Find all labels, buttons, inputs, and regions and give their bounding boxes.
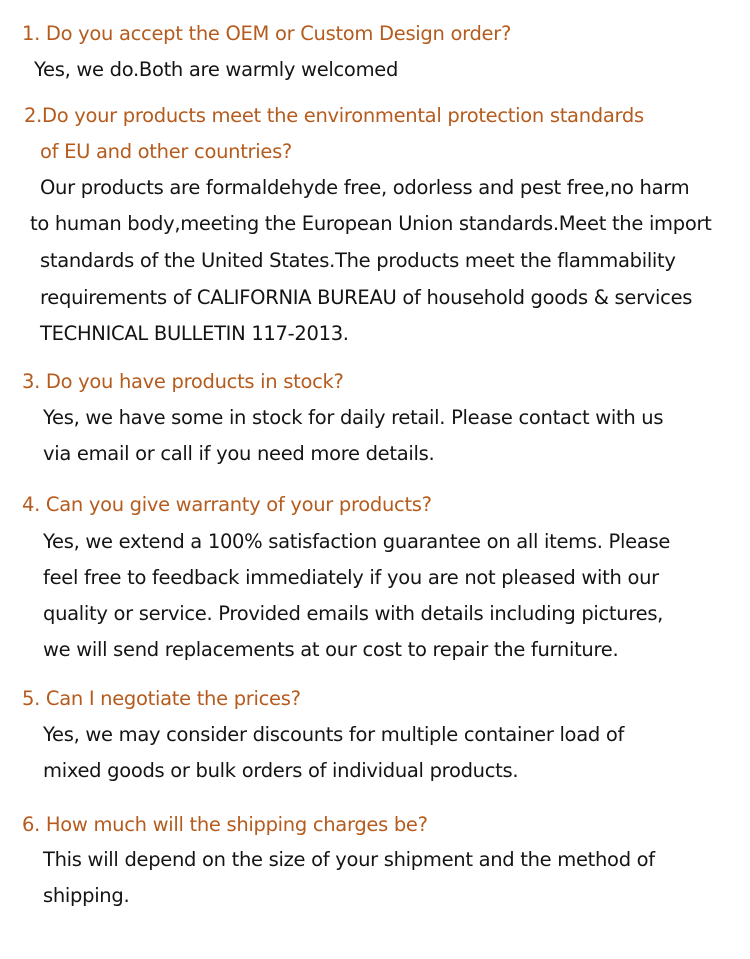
faq-4-question-line-1: 4. Can you give warranty of your products? — [22, 493, 432, 516]
faq-2-answer-line-4: requirements of CALIFORNIA BUREAU of household goods & services — [40, 286, 693, 309]
faq-2-answer-line-3: standards of the United States.The products meet the flammability — [40, 249, 676, 272]
faq-4-answer-line-4: we will send replacements at our cost to repair the furniture. — [43, 638, 619, 661]
faq-4-answer-line-2: feel free to feedback immediately if you are not pleased with our — [43, 566, 659, 589]
faq-2-question-line-1: 2.Do your products meet the environmental protection standards — [24, 104, 644, 127]
faq-5-question-line-1: 5. Can I negotiate the prices? — [22, 687, 301, 710]
faq-6-question-line-1: 6. How much will the shipping charges be? — [22, 813, 428, 836]
faq-3-answer-line-1: Yes, we have some in stock for daily retail. Please contact with us — [43, 406, 664, 429]
faq-3-question-line-1: 3. Do you have products in stock? — [22, 370, 344, 393]
faq-1-answer-line-1: Yes, we do.Both are warmly welcomed — [34, 58, 399, 81]
faq-6-answer-line-1: This will depend on the size of your shipment and the method of — [43, 848, 655, 871]
faq-5-answer-line-2: mixed goods or bulk orders of individual products. — [43, 759, 519, 782]
faq-2-answer-line-1: Our products are formaldehyde free, odorless and pest free,no harm — [40, 176, 690, 199]
faq-2-answer-line-5: TECHNICAL BULLETIN 117-2013. — [40, 322, 349, 345]
faq-6-answer-line-2: shipping. — [43, 884, 130, 907]
faq-2-question-line-2: of EU and other countries? — [40, 140, 292, 163]
faq-5-answer-line-1: Yes, we may consider discounts for multiple container load of — [43, 723, 625, 746]
faq-4-answer-line-3: quality or service. Provided emails with details including pictures, — [43, 602, 664, 625]
faq-4-answer-line-1: Yes, we extend a 100% satisfaction guarantee on all items. Please — [43, 530, 671, 553]
faq-3-answer-line-2: via email or call if you need more details. — [43, 442, 435, 465]
faq-1-question-line-1: 1. Do you accept the OEM or Custom Design order? — [22, 22, 512, 45]
faq-2-answer-line-2: to human body,meeting the European Union standards.Meet the import — [30, 212, 712, 235]
